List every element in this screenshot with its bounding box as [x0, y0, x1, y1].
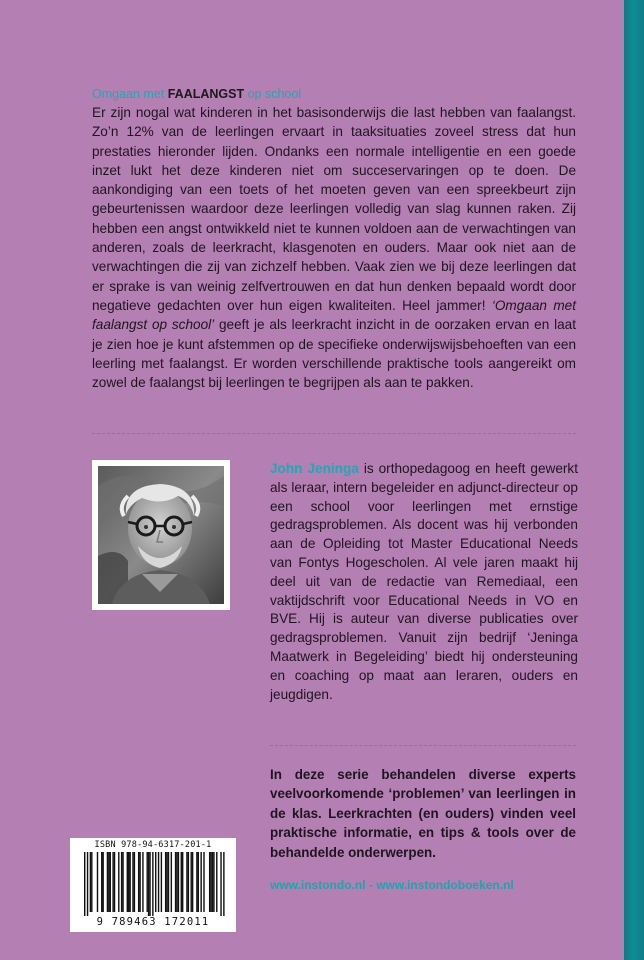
author-photo	[92, 460, 230, 610]
series-description: In deze serie behandelen diverse experts veelvoorkomende ‘problemen’ van leerlingen in de klas. Leerkrachten (en ouders) vinden veel praktische informatie, en tips & tools over de behandelde onderwerpen.	[270, 767, 576, 860]
blurb-part-2: geeft je als leerkracht inzicht in de oorzaken ervan en laat je zien hoe je kunt afstemmen op de specifieke onderwijswijsbehoeften van een leerling met faalangst. Er worden verschillende praktische tools aangereikt om zowel de faalangst bij leerlingen te begrijpen als aan te pakken.	[92, 317, 576, 391]
author-portrait-image	[98, 466, 224, 604]
heading-suffix: op school	[244, 87, 302, 101]
blurb-book-title: ‘Omgaan met faalangst op school’	[92, 297, 576, 333]
blurb-section	[92, 86, 576, 392]
divider-top	[92, 433, 576, 434]
heading-emphasis: FAALANGST	[167, 87, 245, 101]
author-bio	[270, 460, 578, 704]
blurb-heading	[92, 86, 576, 102]
heading-prefix: Omgaan met	[92, 87, 168, 101]
blurb-part-1: Er zijn nogal wat kinderen in het basisonderwijs die last hebben van faalangst. Zo’n 12% van de leerlingen ervaart in taaksituaties zoveel stress dat hun prestaties hieronder lijden. Ondanks een normale intelligentie en een goede inzet lukt het deze kinderen niet om succeservaringen op te doen. De aankondiging van een toets of het moeten geven van een spreekbeurt zijn gebeurtenissen waardoor deze leerlingen volledig van slag kunnen raken. Zij hebben een angst ontwikkeld niet te kunnen voldoen aan de verwachtingen van anderen, zoals de leerkracht, klasgenoten en ouders. Maar ook niet aan de verwachtingen die zij van zichzelf hebben. Vaak zien we bij deze leerlingen dat er sprake is van weinig zelfvertrouwen en dat hun denken bepaald wordt door negatieve gedachten over hun eigen kwaliteiten. Heel jammer!	[92, 105, 576, 313]
isbn-barcode	[70, 838, 236, 932]
spine-edge	[624, 0, 644, 960]
author-name: John Jeninga	[270, 461, 359, 476]
divider-bottom	[270, 745, 576, 746]
author-bio-text: is orthopedagoog en heeft gewerkt als leraar, intern begeleider en adjunct-directeur op een school voor leerlingen met ernstige gedragsproblemen. Als docent was hij verbonden aan de Opleiding tot Master Educational Needs van Fontys Hogescholen. Al vele jaren maakt hij deel uit van de redactie van Remediaal, een vaktijdschrift voor Educational Needs in VO en BVE. Hij is auteur van diverse publicaties over gedragsproblemen. Vanuit zijn bedrijf ‘Jeninga Maatwerk in Begeleiding’ biedt hij ondersteuning en coaching op maat aan leraren, ouders en jeugdigen.	[270, 461, 578, 702]
barcode-bars	[76, 852, 230, 916]
isbn-label: ISBN 978-94-6317-201-1	[94, 840, 212, 850]
blurb-text	[92, 103, 576, 392]
isbn-digits: 9 789463 172011	[96, 916, 210, 928]
website-links: www.instondo.nl - www.instondoboeken.nl	[270, 878, 514, 892]
